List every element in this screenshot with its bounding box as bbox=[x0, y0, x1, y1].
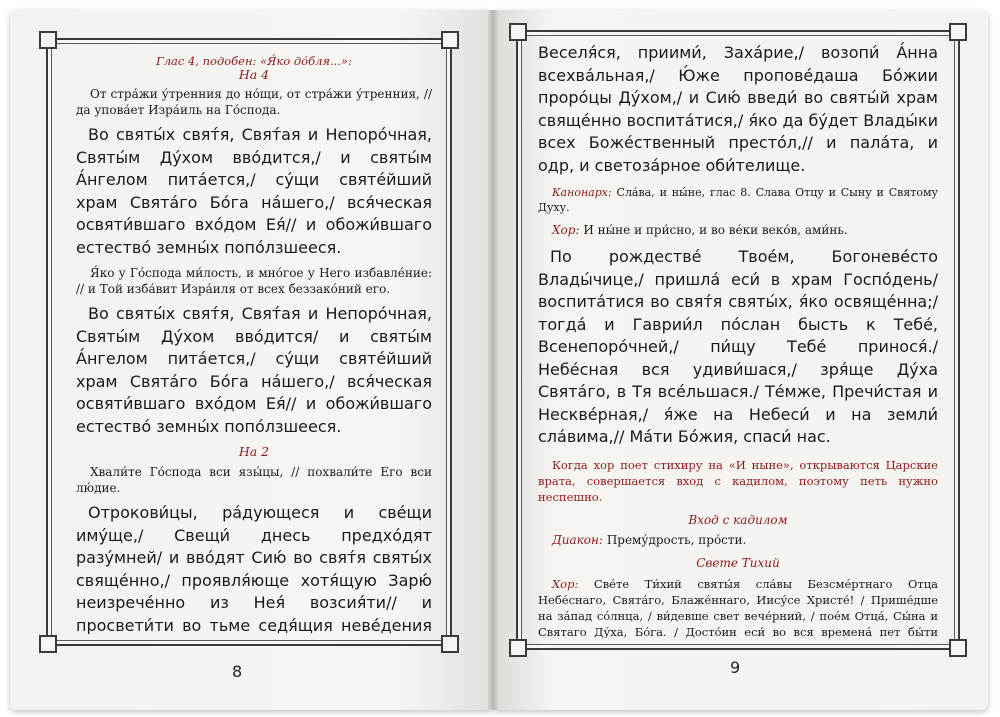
frame-corner-ornament bbox=[949, 23, 967, 41]
book-gutter bbox=[488, 10, 498, 710]
na2-heading: На 2 bbox=[238, 444, 270, 459]
na4-heading: На 4 bbox=[238, 67, 270, 82]
page-number-right: 9 bbox=[730, 658, 741, 677]
frame-corner-ornament bbox=[509, 23, 527, 41]
stichera-text: Отрокови́цы, ра́дующеся и све́щи иму́ще,/ Свещи́ днесь предхо́дят разу́мней/ и вво́дят Сию́ во свят́я святы́х свяще́нно,/ проявля́юще хотя́щую Зарю́ неизрече́нно из Нея́ возсия́ти// и просвети́ти во тьме седя́щия неве́дения bbox=[76, 503, 432, 634]
frame-corner-ornament bbox=[949, 639, 967, 657]
svete-tikhiy-text: Све́те Ти́хий святы́я сла́вы Безсме́ртнаго Отца Небе́снаго, Свята́го, Блаже́ннаго, Иису́се Христе́! / Прише́дше на за́пад со́лнца, / ви́девше свет вече́рний, / пое́м Отца́, Сы́на и Святаго Ду́ха, Бо́га. / Досто́ин еси́ во вся времена́ пет бы́ти bbox=[538, 576, 938, 638]
frame-corner-ornament bbox=[441, 635, 459, 653]
speaker-label: Хор: bbox=[552, 576, 579, 591]
khor-line bbox=[538, 223, 938, 238]
kanonarkh-line bbox=[538, 185, 938, 215]
entrance-heading: Вход с кадилом bbox=[688, 512, 788, 527]
deacon-text: Прему́дрость, про́сти. bbox=[606, 532, 747, 547]
khor-text: И ны́не и при́сно, и во ве́ки веко́в, ами́нь. bbox=[583, 223, 848, 237]
tone-heading: Глас 4, подобен: «Я́ко до́бля...»: bbox=[156, 54, 352, 68]
speaker-label: Хор: bbox=[552, 223, 580, 237]
right-page-text bbox=[538, 42, 938, 638]
frame-corner-ornament bbox=[441, 31, 459, 49]
svete-tikhiy-heading: Свете Тихий bbox=[696, 555, 780, 570]
deacon-line bbox=[538, 533, 938, 548]
frame-corner-ornament bbox=[509, 639, 527, 657]
stichera-text: Во святы́х свят́я, Свят́ая и Непоро́чная, Святы́м Ду́хом вво́дится,/ и святы́м А́нгелом пита́ется,/ су́щи святе́йший храм Свята́го Бо́га на́шего,/ вся́ческая освяти́вшаго вхо́дом Ея́// и обожи́вшаго естество́ земны́х попо́лзшееся. bbox=[76, 125, 432, 257]
speaker-label: Диакон: bbox=[552, 532, 603, 547]
frame-corner-ornament bbox=[39, 31, 57, 49]
rubric-text: Когда хор поет стихиру на «И ныне», открываются Царские врата, совершается вход с кадилом, поэтому петь нужно неспешно. bbox=[538, 457, 938, 504]
page-number-left: 8 bbox=[232, 662, 243, 681]
kanonarkh-text: Сла́ва, и ны́не, глас 8. Слава Отцу и Сыну и Святому Духу. bbox=[538, 186, 938, 214]
psalm-verse: Я́ко у Го́спода ми́лость, и мно́гое у Него избавле́ние: // и Той изба́вит Изра́иля от всех беззако́ний его. bbox=[76, 266, 432, 296]
psalm-verse: Хвали́те Го́спода вси язы́цы, // похвали́те Его вси лю́дие. bbox=[76, 465, 432, 495]
psalm-verse: От стра́жи у́тренния до но́щи, от стра́жи у́тренния, // да упова́ет Изра́иль на Го́спода. bbox=[76, 87, 432, 117]
speaker-label: Канонарх: bbox=[552, 186, 612, 199]
theotokion-text: По рождестве́ Твое́м, Богоневе́сто Влады́чице,/ пришла́ еси́ в храм Госпо́день/ воспита́тися во свят́я святы́х, я́ко освяще́нна;/ тогда́ и Гаврии́л по́слан бысть к Тебе́, Всенепоро́чней,/ пи́щу Тебе́ принося́./ Небе́сная вся удиви́шася,/ зря́ще Ду́ха Свята́го, в Тя все́льшася./ Те́мже, Пречи́стая и Нескве́рная,/ я́же на Небеси́ и на земли́ сла́вима,// Ма́ти Бо́жия, спаси́ нас. bbox=[538, 247, 938, 446]
stichera-text: Веселя́ся, приими́, Заха́рие,/ возопи́ А́нна всехва́льная,/ Ю́же пропове́даша Бо́жии проро́цы Ду́хом,/ и Сию́ введи́ во святы́й храм свяще́нно воспита́тися,/ я́ко да бу́дет Влады́ки всех Боже́ственный престо́л,// и пала́та, и одр, и светоза́рное оби́телище. bbox=[538, 43, 938, 175]
stichera-text: Во святы́х свят́я, Свят́ая и Непоро́чная, Святы́м Ду́хом вво́дится/ и святы́м А́нгелом пита́ется,/ су́щи святе́йший храм Свята́го Бо́га на́шего,/ вся́ческая освяти́вшаго вхо́дом Ея́// и обожи́вшаго естество́ земны́х попо́лзшееся. bbox=[76, 304, 432, 436]
left-page-text bbox=[76, 54, 432, 634]
frame-corner-ornament bbox=[39, 635, 57, 653]
khor-svete-line bbox=[538, 576, 938, 639]
